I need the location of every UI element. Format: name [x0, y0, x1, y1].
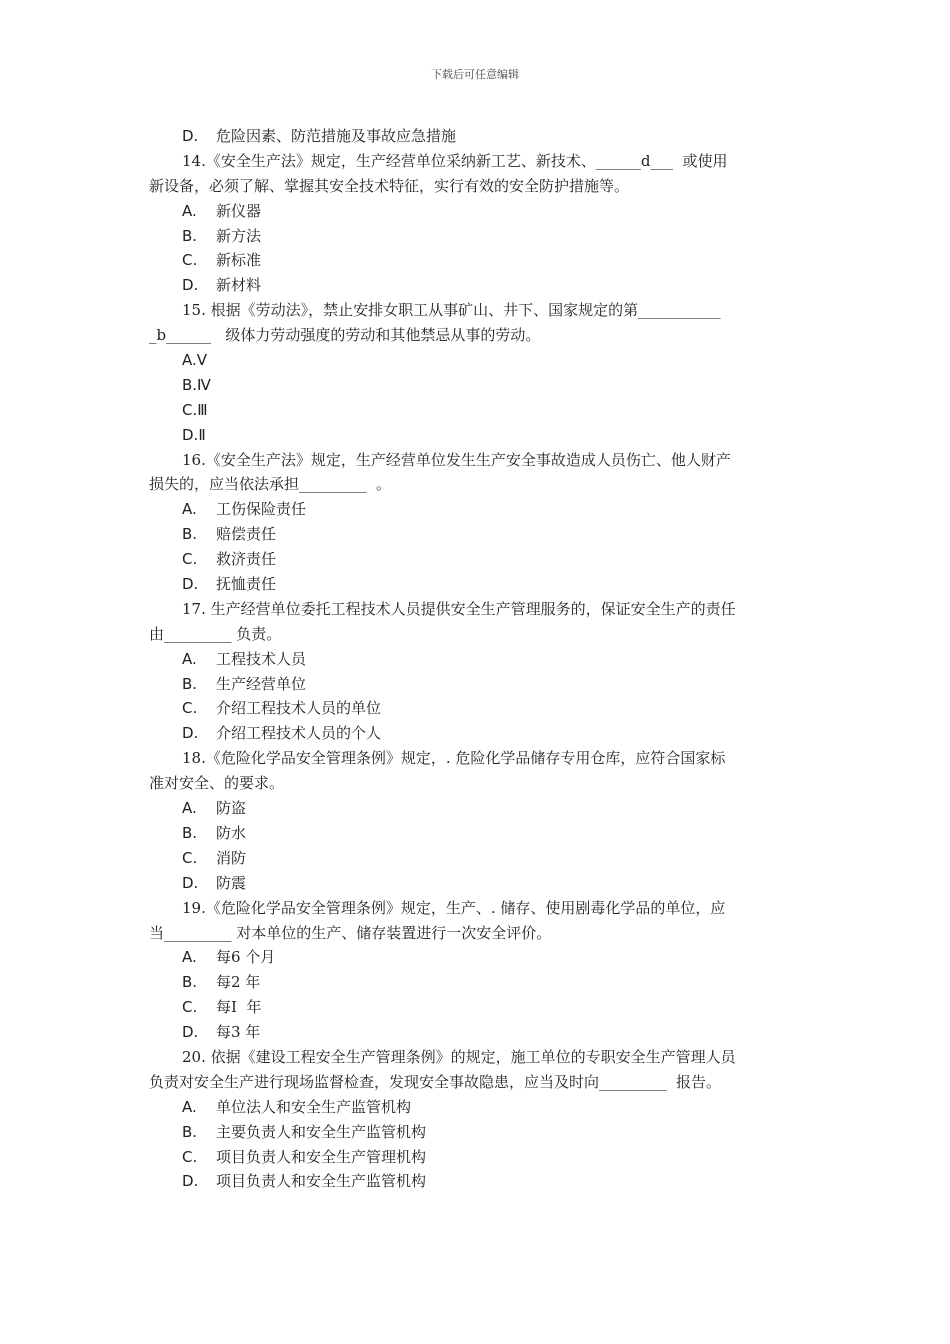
option-text: 项目负责人和安全生产管理机构 — [216, 1147, 427, 1166]
option-text: 每6 个月 — [216, 948, 276, 967]
option-text: 抚恤责任 — [216, 575, 277, 594]
answer-option — [149, 199, 804, 224]
question-text: 15. 根据《劳动法》，禁止安排女职工从事矿山、井下、国家规定的第___________ — [182, 301, 721, 320]
answer-option — [149, 572, 804, 597]
answer-option — [149, 821, 804, 846]
option-letter: B. — [182, 226, 198, 245]
option-text: 赔偿责任 — [216, 525, 277, 544]
answer-option — [149, 248, 804, 273]
option-text: 项目负责人和安全生产监管机构 — [216, 1172, 427, 1191]
option-text: 消防 — [216, 848, 247, 867]
option-text: 新仪器 — [216, 201, 262, 220]
option-text: 防水 — [216, 823, 247, 842]
option-text: 新方法 — [216, 226, 262, 245]
option-letter: A. — [182, 500, 197, 519]
option-text: 生产经营单位 — [216, 674, 307, 693]
document-body — [149, 124, 804, 1194]
option-letter: D. — [182, 873, 199, 892]
answer-option — [149, 696, 804, 721]
option-text: 防震 — [216, 873, 247, 892]
answer-option — [149, 1095, 804, 1120]
option-text: 每2 年 — [216, 973, 261, 992]
option-letter: D. — [182, 575, 199, 594]
answer-option — [149, 796, 804, 821]
option-text: 危险因素、防范措施及事故应急措施 — [216, 127, 457, 145]
option-text: 主要负责人和安全生产监管机构 — [216, 1122, 427, 1141]
option-text: 介绍工程技术人员的单位 — [216, 699, 382, 718]
question-continuation: 损失的，应当依法承担_________ 。 — [149, 475, 392, 494]
option-letter: D. — [182, 127, 199, 145]
option-letter: C. — [182, 848, 198, 867]
option-letter: A. — [182, 799, 197, 818]
option-letter: A. — [182, 1097, 197, 1116]
question-text: 18.《危险化学品安全管理条例》规定，. 危险化学品储存专用仓库，应符合国家标 — [182, 749, 726, 768]
option-letter: C. — [182, 251, 198, 270]
option-letter: B. — [182, 674, 198, 693]
answer-option — [149, 273, 804, 298]
option-letter: D. — [182, 1023, 199, 1042]
option-letter: A. — [182, 948, 197, 967]
option-text: 每3 年 — [216, 1023, 261, 1042]
option-letter: C. — [182, 699, 198, 718]
answer-option — [149, 522, 804, 547]
answer-option: B.Ⅳ — [182, 375, 211, 394]
option-letter: B. — [182, 525, 198, 544]
answer-option — [149, 1020, 804, 1045]
question-continuation: 新设备，必须了解、掌握其安全技术特征，实行有效的安全防护措施等。 — [149, 176, 630, 195]
answer-option — [149, 846, 804, 871]
answer-option — [149, 647, 804, 672]
option-letter: C. — [182, 998, 198, 1017]
question-text: 16.《安全生产法》规定，生产经营单位发生生产安全事故造成人员伤亡、他人财产 — [182, 450, 731, 469]
question-continuation: _b______ 级体力劳动强度的劳动和其他禁忌从事的劳动。 — [149, 326, 541, 345]
answer-option — [149, 970, 804, 995]
answer-option: A.V — [182, 351, 208, 370]
answer-option — [149, 1120, 804, 1145]
answer-option — [149, 721, 804, 746]
option-letter: B. — [182, 973, 198, 992]
answer-option — [149, 124, 804, 149]
option-letter: B. — [182, 823, 198, 842]
option-text: 工伤保险责任 — [216, 500, 307, 519]
option-text: 介绍工程技术人员的个人 — [216, 724, 382, 743]
question-text: 19.《危险化学品安全管理条例》规定，生产、. 储存、使用剧毒化学品的单位，应 — [182, 898, 726, 917]
option-letter: A. — [182, 201, 197, 220]
answer-option — [149, 1169, 804, 1194]
question-text: 20. 依据《建设工程安全生产管理条例》的规定，施工单位的专职安全生产管理人员 — [182, 1047, 736, 1066]
answer-option: D.Ⅱ — [182, 425, 206, 444]
option-letter: C. — [182, 550, 198, 569]
option-text: 新材料 — [216, 276, 262, 295]
option-letter: B. — [182, 1122, 198, 1141]
option-letter: D. — [182, 276, 199, 295]
answer-option — [149, 547, 804, 572]
answer-option — [149, 672, 804, 697]
option-letter: D. — [182, 724, 199, 743]
question-continuation: 当_________ 对本单位的生产、储存装置进行一次安全评价。 — [149, 923, 552, 942]
question-text: 14.《安全生产法》规定，生产经营单位采纳新工艺、新技术、______d___ 或使用 — [182, 151, 728, 170]
answer-option — [149, 871, 804, 896]
answer-option — [149, 945, 804, 970]
option-letter: A. — [182, 649, 197, 668]
answer-option — [149, 497, 804, 522]
question-continuation: 由_________ 负责。 — [149, 624, 282, 643]
option-text: 工程技术人员 — [216, 649, 307, 668]
option-text: 每I 年 — [216, 998, 262, 1017]
answer-option: C.Ⅲ — [182, 400, 208, 419]
option-text: 新标准 — [216, 251, 262, 270]
option-text: 防盗 — [216, 799, 247, 818]
answer-option — [149, 224, 804, 249]
question-text: 17. 生产经营单位委托工程技术人员提供安全生产管理服务的，保证安全生产的责任 — [182, 599, 736, 618]
answer-option — [149, 995, 804, 1020]
question-continuation: 准对安全、的要求。 — [149, 774, 285, 793]
option-letter: C. — [182, 1147, 198, 1166]
option-letter: D. — [182, 1172, 199, 1191]
option-text: 单位法人和安全生产监管机构 — [216, 1097, 412, 1116]
answer-option — [149, 1145, 804, 1170]
option-text: 救济责任 — [216, 550, 277, 569]
page-header: 下载后可任意编辑 — [431, 68, 519, 81]
question-continuation: 负责对安全生产进行现场监督检查，发现安全事故隐患，应当及时向_________ 报告。 — [149, 1072, 722, 1091]
